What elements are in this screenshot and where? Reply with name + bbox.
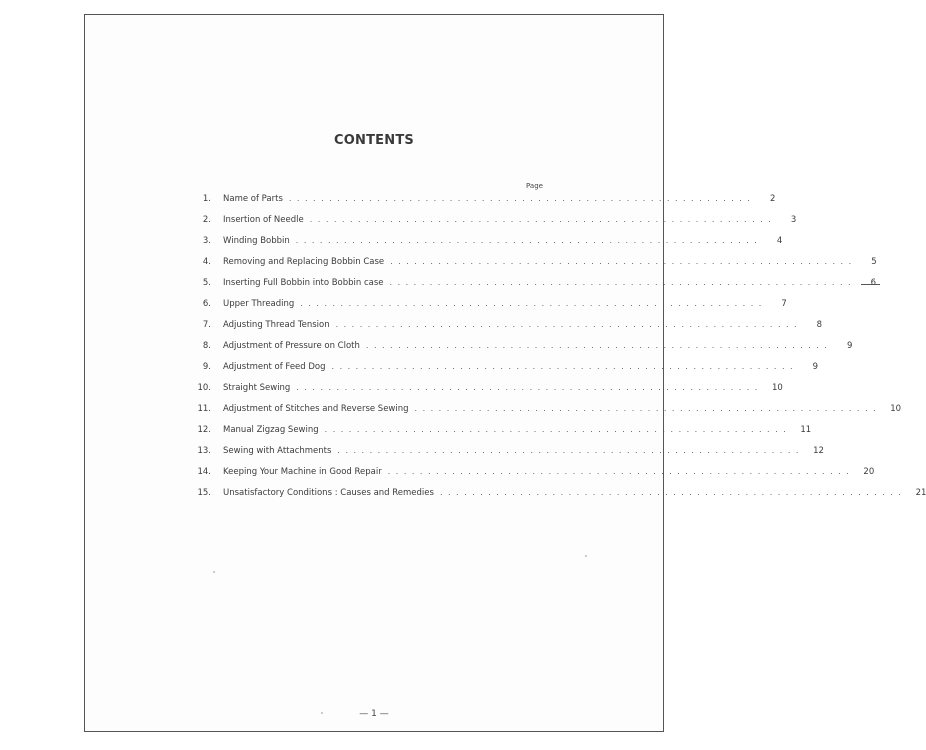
toc-entry-title: Sewing with Attachments	[223, 446, 332, 456]
toc-entry-page: 4	[776, 236, 783, 246]
toc-entry-page: 5	[871, 257, 877, 267]
dot-leader: ..........................................................	[387, 467, 855, 476]
toc-entry-number: 13.	[197, 446, 211, 456]
toc-entry-page: 3	[790, 215, 797, 225]
toc-entry-title: Adjustment of Feed Dog	[223, 362, 326, 372]
toc-entry-number: 1.	[202, 194, 211, 204]
toc-entry-page: 10	[772, 383, 783, 393]
toc-entry-title: Adjustment of Pressure on Cloth	[223, 341, 360, 351]
toc-entry-title: Upper Threading	[223, 299, 295, 309]
toc-entry	[185, 404, 902, 418]
toc-entry	[185, 215, 797, 229]
toc-entry-page: 6	[862, 278, 876, 288]
toc-entry-title: Insertion of Needle	[223, 215, 304, 225]
toc-entry-number: 6.	[202, 299, 211, 309]
toc-entry-page: 21	[915, 488, 926, 498]
page-title: CONTENTS	[334, 133, 414, 148]
dot-leader: ..........................................................	[288, 194, 756, 203]
dot-leader: ..........................................................	[365, 341, 833, 350]
toc-entry	[185, 467, 875, 481]
toc-entry-title: Adjusting Thread Tension	[223, 320, 330, 330]
toc-entry-number: 15.	[197, 488, 211, 498]
dot-leader: ..........................................................	[337, 446, 804, 455]
dot-leader: ..........................................................	[295, 236, 763, 245]
toc-entry-page: 12	[813, 446, 824, 456]
dot-leader: ..........................................................	[324, 425, 792, 434]
toc-entry-title: Inserting Full Bobbin into Bobbin case	[223, 278, 384, 288]
toc-entry	[185, 320, 823, 334]
toc-entry-number: 10.	[197, 383, 211, 393]
document-page	[84, 14, 926, 732]
toc-entry	[185, 257, 877, 271]
toc-entry-number: 5.	[202, 278, 211, 288]
toc-entry-number: 12.	[197, 425, 211, 435]
toc-entry-number: 4.	[202, 257, 211, 267]
toc-entry-title: Winding Bobbin	[223, 236, 290, 246]
toc-entry-number: 14.	[197, 467, 211, 477]
toc-entry-page: 8	[816, 320, 823, 330]
scan-speck	[321, 712, 323, 714]
toc-entry	[185, 194, 776, 208]
toc-entry-number: 7.	[202, 320, 211, 330]
toc-entry	[185, 488, 926, 502]
toc-entry-title: Name of Parts	[223, 194, 283, 204]
dot-leader: ..........................................................	[300, 299, 767, 308]
page-number-footer: — 1 —	[359, 709, 389, 719]
toc-entry-page: 2	[769, 194, 776, 204]
toc-entry-number: 9.	[202, 362, 211, 372]
toc-entry	[185, 278, 877, 292]
scan-speck	[585, 555, 587, 557]
toc-entry-number: 2.	[202, 215, 211, 225]
dot-leader: ..........................................................	[309, 215, 777, 224]
toc-entry	[185, 383, 783, 397]
page-column-header: Page	[526, 182, 543, 190]
toc-entry	[185, 236, 783, 250]
dot-leader: ..........................................................	[296, 383, 763, 392]
toc-entry-page: 20	[863, 467, 875, 477]
toc-entry	[185, 362, 819, 376]
dot-leader: ..........................................................	[390, 257, 857, 266]
toc-entry	[185, 299, 787, 313]
toc-entry-page: 7	[781, 299, 787, 309]
toc-entry-page: 9	[846, 341, 853, 351]
toc-entry-number: 8.	[202, 341, 211, 351]
toc-entry-title: Unsatisfactory Conditions : Causes and Remedies	[223, 488, 434, 498]
toc-entry-number: 3.	[202, 236, 211, 246]
dot-leader: ..........................................................	[335, 320, 803, 329]
toc-entry-page: 10	[890, 404, 902, 414]
scan-speck	[213, 571, 215, 573]
toc-entry	[185, 341, 853, 355]
dot-leader: ..........................................................	[414, 404, 882, 413]
dot-leader: ..........................................................	[331, 362, 799, 371]
toc-entry-page: 11	[800, 425, 812, 435]
toc-entry-page: 9	[812, 362, 819, 372]
toc-entry-title: Manual Zigzag Sewing	[223, 425, 319, 435]
toc-entry	[185, 446, 824, 460]
toc-entry-title: Keeping Your Machine in Good Repair	[223, 467, 382, 477]
toc-entry	[185, 425, 812, 439]
dot-leader: ..........................................................	[439, 488, 907, 497]
dot-leader: ..........................................................	[389, 278, 857, 287]
toc-entry-number: 11.	[197, 404, 211, 414]
toc-entry-title: Straight Sewing	[223, 383, 291, 393]
toc-entry-title: Adjustment of Stitches and Reverse Sewing	[223, 404, 409, 414]
toc-entry-title: Removing and Replacing Bobbin Case	[223, 257, 385, 267]
